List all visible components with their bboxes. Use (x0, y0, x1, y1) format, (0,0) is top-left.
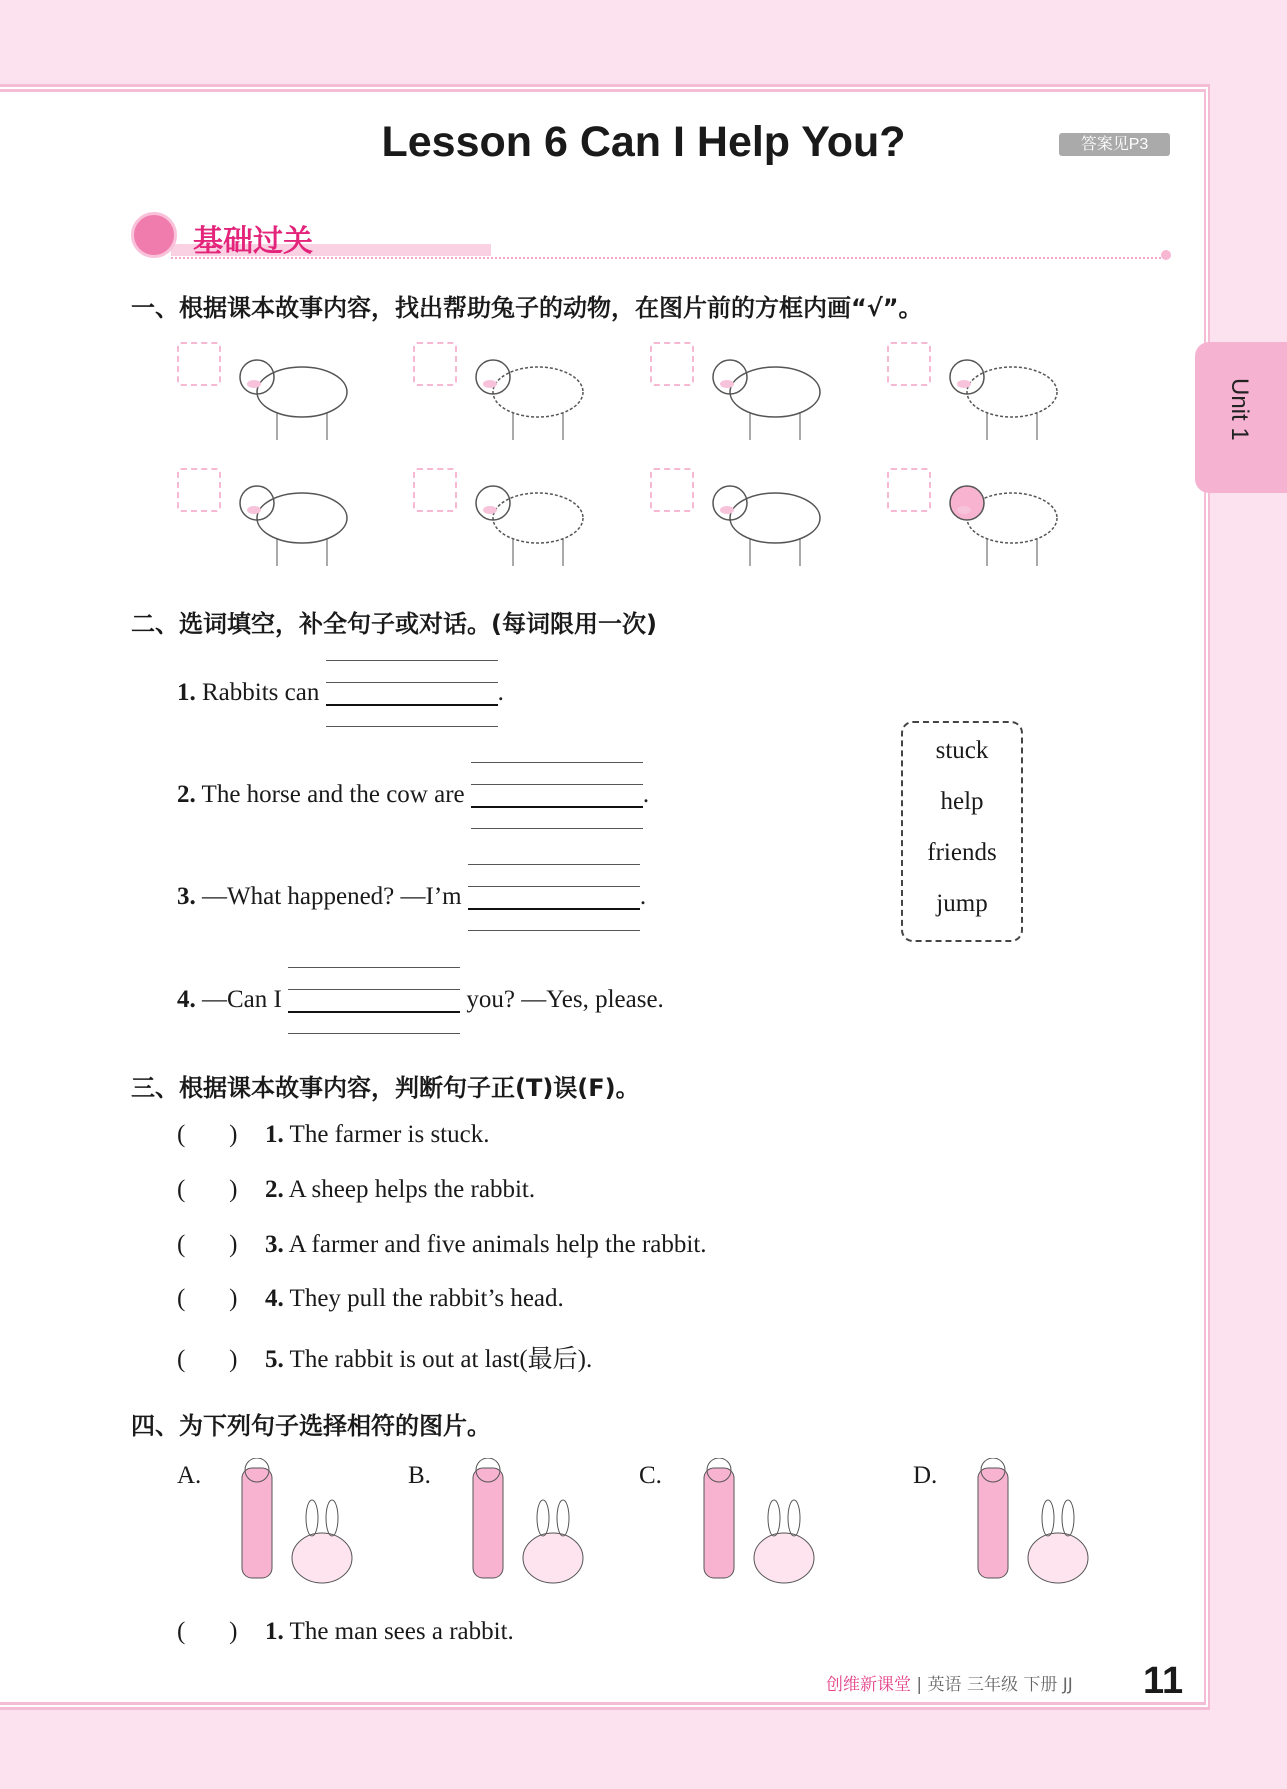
item-number: 2. (177, 781, 196, 808)
item-text: The horse and the cow are (195, 781, 471, 808)
sheep-image (705, 342, 835, 447)
picture-label: B. (408, 1462, 431, 1489)
checkbox-horse[interactable] (887, 342, 931, 386)
word: help (940, 788, 984, 815)
story-picture (443, 1458, 618, 1593)
q3-heading: 三、根据课本故事内容，判断句子正(T)误(F)。 (131, 1074, 640, 1102)
checkbox-hen[interactable] (177, 468, 221, 512)
item-number: 4. (177, 986, 196, 1013)
item-number: 5. (265, 1346, 284, 1373)
item-text: A farmer and five animals help the rabbit. (283, 1231, 707, 1258)
story-picture (674, 1458, 849, 1593)
girl-avatar-icon (131, 212, 177, 258)
word: stuck (935, 737, 989, 764)
q3-item (177, 1339, 592, 1375)
q4-heading: 四、为下列句子选择相符的图片。 (131, 1412, 491, 1440)
answer-parens[interactable]: ( ) (177, 1231, 238, 1258)
item-number: 1. (265, 1121, 284, 1148)
item-number: 3. (265, 1231, 284, 1258)
section-title: 基础过关 (193, 224, 313, 259)
q3-item (177, 1176, 535, 1204)
footer: 创维新课堂 | 英语 三年级 下册 JJ (826, 1675, 1073, 1695)
picture-label: D. (913, 1462, 938, 1489)
picture-label: A. (177, 1462, 202, 1489)
item-text: A sheep helps the rabbit. (283, 1176, 536, 1203)
item-text: . (642, 781, 650, 808)
checkbox-mouse[interactable] (887, 468, 931, 512)
duck-image (468, 468, 598, 573)
answer-parens[interactable]: ( ) (177, 1285, 238, 1312)
item-number: 2. (265, 1176, 284, 1203)
item-number: 1. (177, 679, 196, 706)
answer-parens[interactable]: ( ) (177, 1346, 238, 1373)
answer-parens[interactable]: ( ) (177, 1121, 238, 1148)
hen-image (232, 468, 362, 573)
word: jump (936, 890, 988, 917)
item-number: 4. (265, 1285, 284, 1312)
word-bank (901, 721, 1023, 942)
q2-item (177, 986, 664, 1014)
unit-tab-label: Unit 1 (1226, 378, 1253, 441)
item-text: The farmer is stuck. (283, 1121, 490, 1148)
cat-image (705, 468, 835, 573)
item-text: . (497, 679, 504, 706)
decor-dot (1161, 250, 1171, 260)
cow-image (468, 342, 598, 447)
book-info: 英语 三年级 下册 JJ (927, 1675, 1073, 1695)
item-text: you? —Yes, please. (460, 986, 664, 1013)
horse-image (942, 342, 1072, 447)
item-number: 3. (177, 883, 196, 910)
item-text: They pull the rabbit’s head. (283, 1285, 564, 1312)
section-header (131, 212, 1171, 260)
item-text: The man sees a rabbit. (283, 1618, 514, 1645)
q2-heading: 二、选词填空，补全句子或对话。(每词限用一次) (131, 610, 657, 638)
pig-image (232, 342, 362, 447)
q3-item (177, 1121, 489, 1149)
checkbox-cat[interactable] (650, 468, 694, 512)
q2-item (177, 883, 646, 911)
checkbox-pig[interactable] (177, 342, 221, 386)
picture-label: C. (639, 1462, 662, 1489)
item-text: The rabbit is out at last(最后). (283, 1346, 593, 1373)
page-title: Lesson 6 Can I Help You? (381, 118, 906, 166)
mouse-image (942, 468, 1072, 573)
brand: 创维新课堂 (826, 1675, 911, 1695)
item-text: . (639, 883, 647, 910)
answer-parens[interactable]: ( ) (177, 1618, 238, 1645)
story-picture (948, 1458, 1123, 1593)
q2-item (177, 679, 504, 707)
q3-item (177, 1231, 707, 1259)
q1-heading: 一、根据课本故事内容，找出帮助兔子的动物，在图片前的方框内画“√”。 (131, 294, 923, 322)
checkbox-sheep[interactable] (650, 342, 694, 386)
q3-item (177, 1285, 564, 1313)
item-text: —What happened? —I’m (195, 883, 468, 910)
checkbox-duck[interactable] (413, 468, 457, 512)
story-picture (212, 1458, 387, 1593)
answer-parens[interactable]: ( ) (177, 1176, 238, 1203)
item-text: Rabbits can (195, 679, 326, 706)
word: friends (927, 839, 997, 866)
section-divider (171, 257, 1161, 259)
q4-item (177, 1618, 514, 1646)
answer-badge: 答案见P3 (1059, 133, 1170, 156)
q2-item (177, 781, 649, 809)
page-number: 11 (1143, 1660, 1184, 1702)
checkbox-cow[interactable] (413, 342, 457, 386)
item-text: —Can I (195, 986, 289, 1013)
unit-tab (1195, 342, 1287, 493)
item-number: 1. (265, 1618, 284, 1645)
